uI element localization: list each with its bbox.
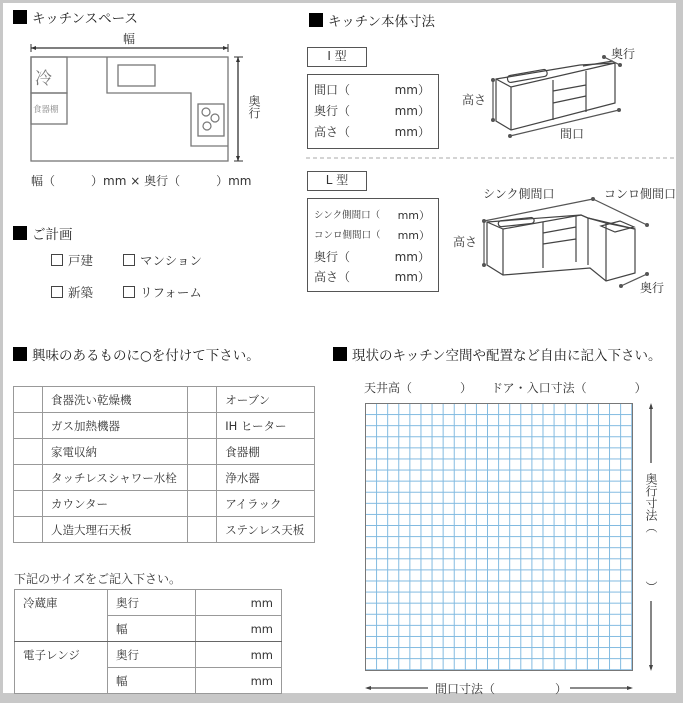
fridge-label: 冷 [35, 69, 52, 89]
option-renovation[interactable]: リフォーム [123, 283, 202, 301]
kitchen-size-input-line[interactable]: 幅（ ）mm × 奥行（ ）mm [31, 174, 252, 188]
microwave-name: 電子レンジ [15, 642, 108, 694]
i-frontage-field[interactable]: 間口（ mm） [314, 83, 430, 97]
interest-item: アイラック [217, 491, 315, 517]
kitchen-space-heading: キッチンスペース [13, 7, 138, 27]
interest-item: 家電収納 [43, 439, 188, 465]
l-sink-side-diagram-label: シンク側間口 [483, 187, 555, 201]
depth-label: 奥行 [247, 95, 261, 119]
i-depth-field[interactable]: 奥行（ mm） [314, 104, 430, 118]
interest-item: ステンレス天板 [217, 517, 315, 543]
microwave-width-unit[interactable]: mm [195, 668, 281, 694]
i-height-diagram-label: 高さ [462, 93, 487, 107]
microwave-depth-unit[interactable]: mm [195, 642, 281, 668]
fridge-width-unit[interactable]: mm [195, 616, 281, 642]
l-height-diagram-label: 高さ [453, 235, 478, 249]
width-label: 幅 [123, 32, 136, 46]
option-apartment[interactable]: マンション [123, 251, 202, 269]
sizes-intro: 下記のサイズをご記入下さい。 [14, 572, 182, 586]
interest-item: 食器洗い乾燥機 [43, 387, 188, 413]
interest-item: オーブン [217, 387, 315, 413]
interest-item: 浄水器 [217, 465, 315, 491]
option-detached-house[interactable]: 戸建 [51, 251, 93, 269]
kitchen-body-heading: キッチン本体寸法 [309, 10, 435, 30]
l-stove-side-diagram-label: コンロ側間口 [604, 187, 677, 201]
microwave-depth-label: 奥行 [108, 642, 196, 668]
interest-item: 食器棚 [217, 439, 315, 465]
i-type-tag: I 型 [307, 47, 367, 67]
interest-item: タッチレスシャワー水栓 [43, 465, 188, 491]
l-type-tag: L 型 [307, 171, 367, 191]
depth-dimension-field[interactable]: 奥行寸法（ [644, 473, 658, 533]
interests-heading: 興味のあるものに○を付けて下さい。 [13, 344, 260, 364]
l-sink-side-field[interactable]: シンク側間口（ mm） [314, 209, 430, 222]
l-stove-side-field[interactable]: コンロ側間口（ mm） [314, 229, 430, 242]
interest-item: カウンター [43, 491, 188, 517]
kitchen-form-sheet [3, 3, 677, 696]
current-layout-heading: 現状のキッチン空間や配置など自由に記入下さい。 [333, 344, 662, 364]
interest-item: IH ヒーター [217, 413, 315, 439]
frontage-dimension-field[interactable]: 間口寸法（ ） [435, 682, 568, 696]
fridge-width-label: 幅 [108, 616, 196, 642]
microwave-width-label: 幅 [108, 668, 196, 694]
i-height-field[interactable]: 高さ（ mm） [314, 125, 430, 139]
dimension-arrows [3, 3, 683, 703]
l-depth-field[interactable]: 奥行（ mm） [314, 250, 430, 264]
fridge-depth-unit[interactable]: mm [195, 590, 281, 616]
door-size-field[interactable]: ドア・入口寸法（ ） [491, 381, 647, 395]
i-frontage-diagram-label: 間口 [560, 127, 585, 141]
option-new-build[interactable]: 新築 [51, 283, 93, 301]
fridge-name: 冷蔵庫 [15, 590, 108, 642]
cupboard-label: 食器棚 [33, 105, 59, 115]
ceiling-height-field[interactable]: 天井高（ ） [364, 381, 473, 395]
depth-dimension-close: ） [644, 581, 658, 593]
l-height-field[interactable]: 高さ（ mm） [314, 270, 430, 284]
interest-item: 人造大理石天板 [43, 517, 188, 543]
interest-item: ガス加熱機器 [43, 413, 188, 439]
l-depth-diagram-label: 奥行 [640, 281, 665, 295]
plan-heading: ご計画 [13, 223, 73, 243]
fridge-depth-label: 奥行 [108, 590, 196, 616]
i-depth-diagram-label: 奥行 [611, 47, 636, 61]
